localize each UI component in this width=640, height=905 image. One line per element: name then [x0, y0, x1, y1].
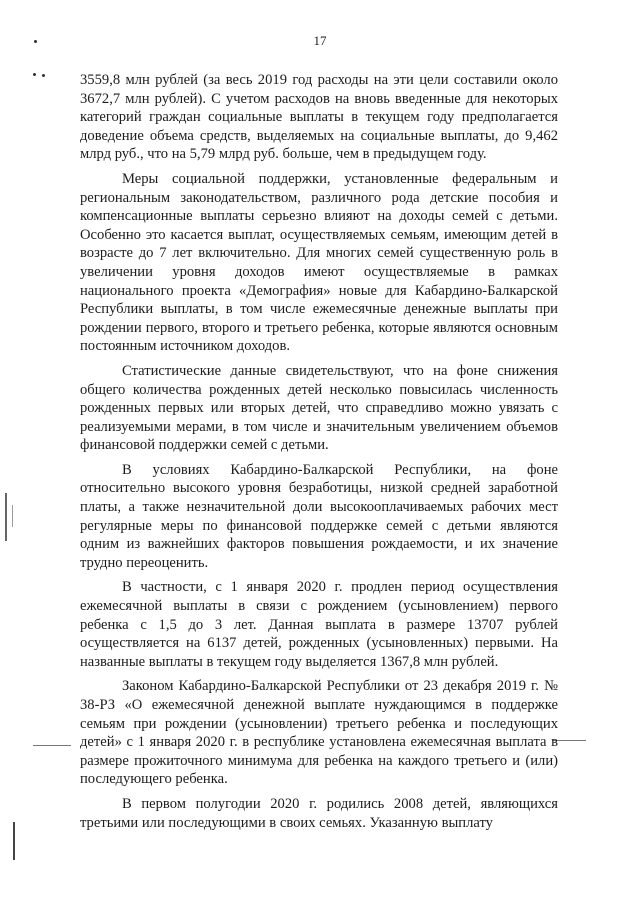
paragraph-continuation: 3559,8 млн рублей (за весь 2019 год расходы на эти цели составили около 3672,7 млн рублей). С учетом расходов на вновь введенные для некоторых категорий граждан социальные выплаты в текущем году предполагается доведение объема средств, выделяемых на социальные выплаты, до 9,462 млрд руб., что на 5,79 млрд руб. больше, чем в предыдущем году.	[80, 72, 558, 163]
page-number: 17	[313, 33, 327, 48]
paragraph-statistics: Статистические данные свидетельствуют, что на фоне снижения общего количества рожденных детей несколько повысилась численность рожденных первых или вторых детей, что справедливо можно увязать с реализуемыми мерами, в том числе и значительным увеличением объемов финансовой поддержки семей с детьми.	[80, 362, 558, 454]
document-body	[80, 71, 558, 838]
scan-artifact-line	[33, 745, 71, 746]
paragraph-conditions: В условиях Кабардино-Балкарской Республики, на фоне относительно высокого уровня безработицы, низкой средней заработной платы, а также незначительной доли высокооплачиваемых рабочих мест регулярные меры по финансовой поддержке семей с детьми являются одним из важнейших факторов повышения рождаемости, и их значение трудно переоценить.	[80, 461, 558, 571]
scan-artifact-dot	[33, 73, 36, 76]
paragraph-law-third-child: Законом Кабардино-Балкарской Республики от 23 декабря 2019 г. № 38-РЗ «О ежемесячной денежной выплате нуждающимся в поддержке семьям при рождении (усыновлении) третьего ребенка и последующих детей» с 1 января 2020 г. в республике установлена ежемесячная выплата в размере прожиточного минимума для ребенка на каждого третьего и (или) последующего ребенка.	[80, 678, 558, 788]
scan-artifact-mark	[12, 505, 13, 527]
scan-artifact-mark	[5, 493, 7, 541]
paragraph-first-child-payment: В частности, с 1 января 2020 г. продлен период осуществления ежемесячной выплаты в связи с рождением (усыновлением) первого ребенка с 1,5 до 3 лет. Данная выплата в размере 13707 рублей осуществляется на 6137 детей, рожденных (усыновленных) первыми. На названные выплаты в текущем году выделяется 1367,8 млн рублей.	[80, 579, 558, 670]
scan-artifact-mark	[13, 822, 15, 860]
scan-artifact-dot	[34, 40, 37, 43]
paragraph-social-support: Меры социальной поддержки, установленные федеральным и региональным законодательством, различного рода детские пособия и компенсационные выплаты серьезно влияют на доходы семей с детьми. Особенно это касается выплат, осуществляемых семьям, имеющим детей в возрасте до 7 лет включительно. Для многих семей существенную роль в увеличении уровня доходов имеют осуществляемые в рамках национального проекта «Демография» новые для Кабардино-Балкарской Республики выплаты, в том числе ежемесячные денежные выплаты при рождении первого, второго и третьего ребенка, которые являются основным постоянным источником доходов.	[80, 170, 558, 355]
paragraph-first-half-2020: В первом полугодии 2020 г. родились 2008 детей, являющихся третьими или последующими в своих семьях. Указанную выплату	[80, 795, 558, 831]
scan-artifact-dot	[42, 74, 45, 77]
